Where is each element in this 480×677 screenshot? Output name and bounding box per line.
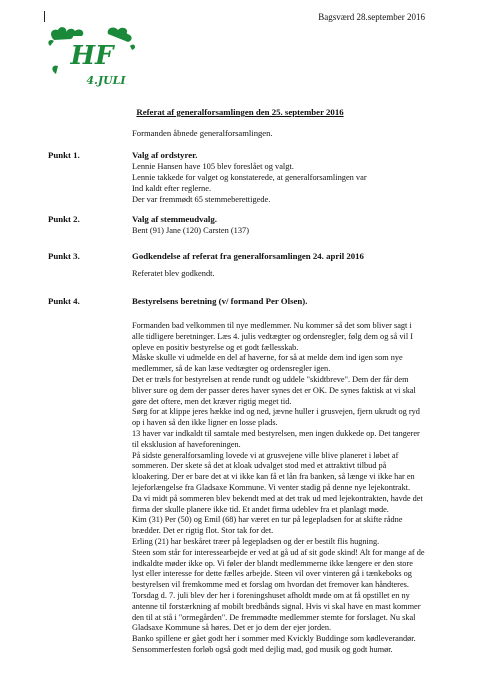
punkt-4-line: Sensommerfesten forløb også godt med dejlig mad, god musik og godt humør. xyxy=(132,644,393,654)
punkt-4-line: Torsdag d. 7. juli blev der her i foreningshuset afholdt møde om at få opstillet en ny xyxy=(132,590,410,600)
text-cursor xyxy=(44,11,45,22)
punkt-2-body xyxy=(132,225,249,236)
punkt-4-line: Gladsaxe Kommune så høres. Det er jo dem der ejer jorden. xyxy=(132,623,332,633)
punkt-4-line: brædder. Det er rigtig flot. Stor tak for det. xyxy=(132,526,274,536)
punkt-4-line: antenne til forstærkning af mobilt bredbånds signal. Hvis vi skal have en mast kommer xyxy=(132,601,421,611)
punkt-2-line: Bent (91) Jane (120) Carsten (137) xyxy=(132,226,249,235)
punkt-3-line: Referatet blev godkendt. xyxy=(132,269,215,278)
punkt-1-line: Lennie takkede for valget og konstaterede, at generalforsamlingen var xyxy=(132,173,367,182)
punkt-1-line: Der var fremmødt 65 stemmeberettigede. xyxy=(132,195,271,204)
punkt-4-line: Det er træls for bestyrelsen at rende rundt og uddele "skidtbreve". Dem der får dem xyxy=(132,374,409,384)
punkt-4-line: medlemmer, så de kan læse vedtægter og ordensregler igen. xyxy=(132,364,331,374)
document-date: Bagsværd 28.september 2016 xyxy=(318,12,425,22)
punkt-4-heading: Bestyrelsens beretning (v/ formand Per Olsen). xyxy=(132,296,308,306)
punkt-4-line: lejeforlængelse fra Gladsaxe Kommune. Vi venter stadig på denne nye lejekontrakt. xyxy=(132,482,411,492)
punkt-2-heading: Valg af stemmeudvalg. xyxy=(132,214,217,224)
punkt-4-line: kloakering. Der er bare det at vi ikke kan få et lån fra banken, så længe vi ikke har en xyxy=(132,472,415,482)
document-title: Referat af generalforsamlingen den 25. september 2016 xyxy=(136,107,344,117)
punkt-4-line: gøre det oftere, men det kræver rigtig meget tid. xyxy=(132,396,292,406)
punkt-4-line: Formanden bad velkommen til nye medlemmer. Nu kommer så det som bliver sagt i xyxy=(132,321,412,330)
punkt-4-line: På sidste generalforsamling lovede vi at grusvejene ville blive planeret i løbet af xyxy=(132,450,399,460)
intro-text: Formanden åbnede generalforsamlingen. xyxy=(132,128,273,138)
punkt-4-line: Steen som står for interessearbejde er ved at gå ud af sit gode skind! Alt for mange af de xyxy=(132,547,425,557)
punkt-1-line: Ind kaldt efter reglerne. xyxy=(132,184,212,193)
logo-hf-text: HF xyxy=(70,41,114,71)
punkt-4-line: Da vi midt på sommeren blev bekendt med at det trak ud med lejekontrakten, havde det xyxy=(132,493,423,503)
punkt-4-body xyxy=(132,321,432,656)
punkt-3-body xyxy=(132,268,215,279)
punkt-4-line: bestyrelsen vil fremkomme med et forslag om hvordan det fremover kan håndteres. xyxy=(132,580,409,590)
punkt-4-line: op i haven så den ikke ligner en losse plads. xyxy=(132,418,278,428)
punkt-1-heading: Valg af ordstyrer. xyxy=(132,150,198,160)
punkt-4-line: Sørg for at klippe jeres hække ind og ned, jævne huller i grusvejen, fjern ukrudt og ryd xyxy=(132,407,420,417)
punkt-4-line: Kim (31) Per (50) og Emil (68) har været en tur på legepladsen for at skifte rådne xyxy=(132,515,403,525)
punkt-4-line: sommeren. Der skete så det at kloak udvalget stod med et attraktivt tilbud på xyxy=(132,461,387,471)
punkt-4-line: firma der skulle planere ikke tid. Et andet firma udeblev fra et planlagt møde. xyxy=(132,504,389,514)
punkt-4-line: alle tidligere beretninger. Læs 4. julis vedtægter og ordensregler, følg dem og så vil I xyxy=(132,331,413,341)
punkt-1-line: Lennie Hansen have 105 blev foreslået og valgt. xyxy=(132,162,294,171)
punkt-4-line: Erling (21) har beskåret træer på legepladsen og der er bestilt flis hugning. xyxy=(132,536,380,546)
punkt-4-line: 13 haver var indkaldt til samtale med bestyrelsen, men ingen dukkede op. Det tangerer xyxy=(132,428,420,438)
punkt-3-heading: Godkendelse af referat fra generalforsamlingen 24. april 2016 xyxy=(132,251,364,261)
hf-4-juli-logo xyxy=(46,26,138,88)
punkt-4-line: den til at stå i "ormegården". De fremmødte medlemmer stemte for forslaget. Nu skal xyxy=(132,612,416,622)
punkt-4-line: opleve en positiv bestyrelse og et godt fællesskab. xyxy=(132,342,299,352)
punkt-4-line: indkaldte møder ikke op. Vi føler der blandt medlemmerne ikke længere er den store xyxy=(132,558,413,568)
punkt-2-label: Punkt 2. xyxy=(48,214,80,224)
punkt-4-label: Punkt 4. xyxy=(48,296,80,306)
punkt-4-line: Banko spillene er gået godt her i sommer med Kvickly Buddinge som kødleverandør. xyxy=(132,634,416,644)
logo-juli-text: 4.JULI xyxy=(86,74,126,87)
punkt-4-line: til eksklusion af haveforeningen. xyxy=(132,439,241,449)
punkt-3-label: Punkt 3. xyxy=(48,251,80,261)
punkt-1-label: Punkt 1. xyxy=(48,150,80,160)
punkt-4-line: lyst eller interesse for dette fælles arbejde. Steen vil over vinteren gå i tænkeboks og xyxy=(132,569,412,579)
punkt-1-body xyxy=(132,161,367,205)
punkt-4-line: bliver sure og dem der passer deres haver synes det er OK. De synes faktisk at vi skal xyxy=(132,385,416,395)
punkt-4-line: Måske skulle vi udmelde en del af haverne, for så at melde dem ind igen som nye xyxy=(132,353,403,363)
